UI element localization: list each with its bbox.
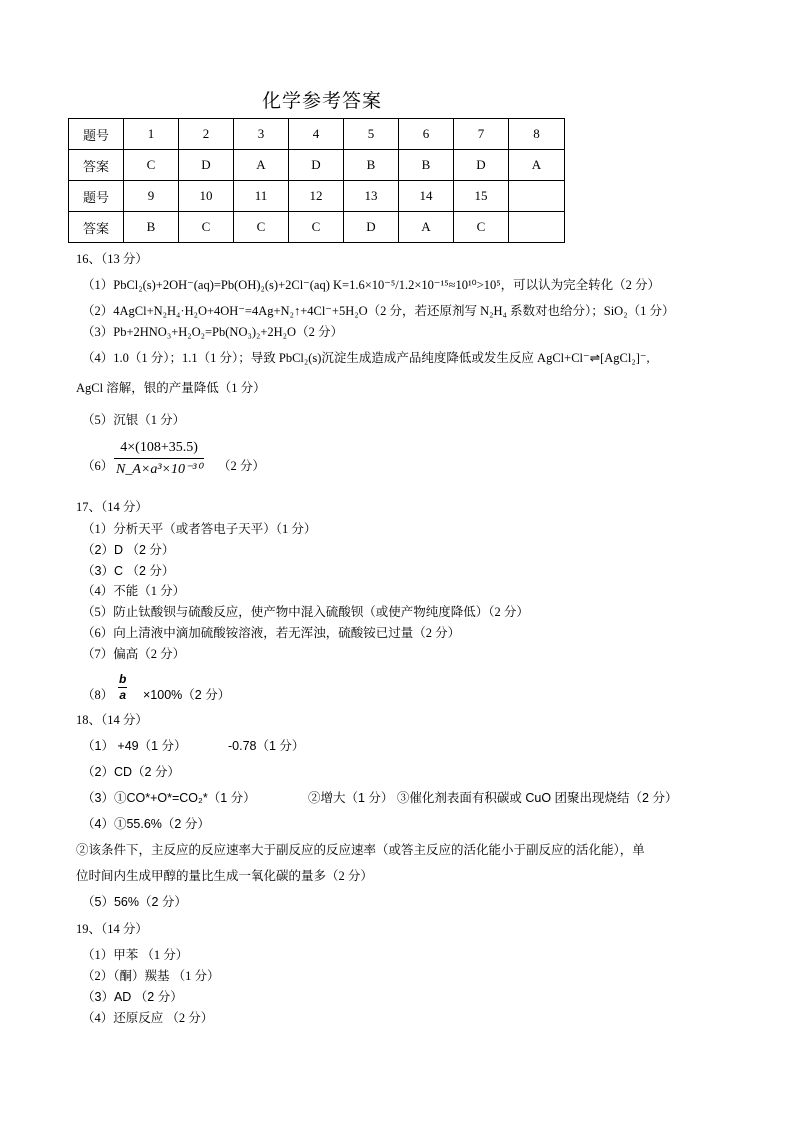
table-cell: 14 bbox=[399, 181, 454, 212]
answer-table bbox=[68, 118, 565, 243]
q19-header: 19、（14 分） bbox=[76, 922, 148, 936]
table-cell: 6 bbox=[399, 119, 454, 150]
fraction-denominator: a bbox=[119, 688, 127, 702]
row-label: 答案 bbox=[69, 150, 124, 181]
q18-answer-4: （4）①55.6%（2 分） bbox=[82, 817, 210, 831]
table-cell: 1 bbox=[124, 119, 179, 150]
q19-answer-2: （2）（酮）羰基 （1 分） bbox=[82, 969, 220, 983]
q17-answer-8-label: （8） bbox=[82, 688, 114, 702]
q17-answer-1: （1）分析天平（或者答电子天平）（1 分） bbox=[82, 522, 317, 536]
q19-answer-3: （3）AD （2 分） bbox=[82, 990, 183, 1004]
q17-header: 17、（14 分） bbox=[76, 500, 148, 514]
q17-answer-6: （6）向上清液中滴加硫酸铵溶液，若无浑浊，硫酸铵已过量（2 分） bbox=[82, 626, 461, 640]
q18-header: 18、（14 分） bbox=[76, 713, 148, 727]
q17-answer-8-rest: ×100%（2 分） bbox=[143, 688, 231, 702]
table-cell: 15 bbox=[454, 181, 509, 212]
table-cell: 10 bbox=[179, 181, 234, 212]
table-cell: B bbox=[399, 150, 454, 181]
table-cell: 8 bbox=[509, 119, 565, 150]
table-cell: D bbox=[289, 150, 344, 181]
q17-answer-2: （2）D （2 分） bbox=[82, 543, 175, 557]
table-cell: C bbox=[234, 212, 289, 243]
q16-header: 16、（13 分） bbox=[76, 252, 148, 266]
q19-answer-1: （1）甲苯 （1 分） bbox=[82, 948, 189, 962]
table-cell: D bbox=[344, 212, 399, 243]
table-cell: C bbox=[124, 150, 179, 181]
table-cell: 4 bbox=[289, 119, 344, 150]
q16-answer-2: （2）4AgCl+N₂H₄·H₂O+4OH⁻=4Ag+N₂↑+4Cl⁻+5H₂O（2 分，若还原剂写 N₂H₄ 系数对也给分）；SiO₂（1 分） bbox=[82, 304, 675, 318]
table-cell: C bbox=[454, 212, 509, 243]
q17-answer-4: （4）不能（1 分） bbox=[82, 584, 186, 598]
fraction-numerator: b bbox=[119, 672, 127, 686]
table-row bbox=[69, 181, 565, 212]
q16-answer-1: （1）PbCl₂(s)+2OH⁻(aq)=Pb(OH)₂(s)+2Cl⁻(aq) K=1.6×10⁻⁵/1.2×10⁻¹⁵≈10¹⁰>10⁵，可以认为完全转化（2 分） bbox=[82, 278, 660, 292]
table-cell: 2 bbox=[179, 119, 234, 150]
q18-answer-1a: （1） +49（1 分） bbox=[82, 739, 187, 753]
q18-answer-4b-line1: ②该条件下，主反应的反应速率大于副反应的反应速率（或答主反应的活化能小于副反应的活化能），单 bbox=[76, 843, 645, 857]
q18-answer-3a: （3）①CO*+O*=CO₂*（1 分） bbox=[82, 791, 256, 805]
page-title: 化学参考答案 bbox=[262, 90, 383, 112]
q17-answer-3: （3）C （2 分） bbox=[82, 564, 175, 578]
q17-fraction bbox=[118, 672, 127, 703]
q17-answer-5: （5）防止钛酸钡与硫酸反应，使产物中混入硫酸钡（或使产物纯度降低）（2 分） bbox=[82, 605, 529, 619]
table-cell: D bbox=[454, 150, 509, 181]
q16-answer-6-label: （6） bbox=[82, 459, 114, 473]
q16-fraction bbox=[114, 440, 204, 478]
table-row bbox=[69, 150, 565, 181]
q18-answer-5: （5）56%（2 分） bbox=[82, 895, 187, 909]
table-cell: C bbox=[179, 212, 234, 243]
table-cell: B bbox=[344, 150, 399, 181]
table-cell: A bbox=[399, 212, 454, 243]
table-cell: 11 bbox=[234, 181, 289, 212]
table-cell: A bbox=[234, 150, 289, 181]
q16-answer-4: （4）1.0（1 分）；1.1（1 分）；导致 PbCl₂(s)沉淀生成造成产品纯度降低或发生反应 AgCl+Cl⁻⇌[AgCl₂]⁻, bbox=[82, 351, 650, 365]
q19-answer-4: （4）还原反应 （2 分） bbox=[82, 1011, 214, 1025]
q16-answer-6-score: （2 分） bbox=[218, 459, 265, 473]
table-cell bbox=[509, 181, 565, 212]
q16-answer-5: （5）沉银（1 分） bbox=[82, 413, 186, 427]
table-row bbox=[69, 119, 565, 150]
q16-answer-4b: AgCl 溶解，银的产量降低（1 分） bbox=[76, 381, 266, 395]
q18-answer-3b: ②增大（1 分） ③催化剂表面有积碳或 CuO 团聚出现烧结（2 分） bbox=[308, 791, 678, 805]
row-label: 题号 bbox=[69, 181, 124, 212]
fraction-numerator: 4×(108+35.5) bbox=[114, 440, 204, 459]
q18-answer-4b-line2: 位时间内生成甲醇的量比生成一氧化碳的量多（2 分） bbox=[76, 869, 373, 883]
table-cell: 13 bbox=[344, 181, 399, 212]
q16-answer-3: （3）Pb+2HNO₃+H₂O₂=Pb(NO₃)₂+2H₂O（2 分） bbox=[82, 325, 343, 339]
q18-answer-2: （2）CD（2 分） bbox=[82, 765, 180, 779]
q17-answer-7: （7）偏高（2 分） bbox=[82, 647, 186, 661]
table-row bbox=[69, 212, 565, 243]
table-cell: 9 bbox=[124, 181, 179, 212]
table-cell: 12 bbox=[289, 181, 344, 212]
row-label: 题号 bbox=[69, 119, 124, 150]
table-cell: B bbox=[124, 212, 179, 243]
table-cell: D bbox=[179, 150, 234, 181]
table-cell: C bbox=[289, 212, 344, 243]
table-cell: 5 bbox=[344, 119, 399, 150]
table-cell: 3 bbox=[234, 119, 289, 150]
fraction-denominator: N_A×a³×10⁻³⁰ bbox=[116, 462, 203, 477]
table-cell: 7 bbox=[454, 119, 509, 150]
table-cell bbox=[509, 212, 565, 243]
q18-answer-1b: -0.78（1 分） bbox=[228, 739, 305, 753]
table-cell: A bbox=[509, 150, 565, 181]
row-label: 答案 bbox=[69, 212, 124, 243]
